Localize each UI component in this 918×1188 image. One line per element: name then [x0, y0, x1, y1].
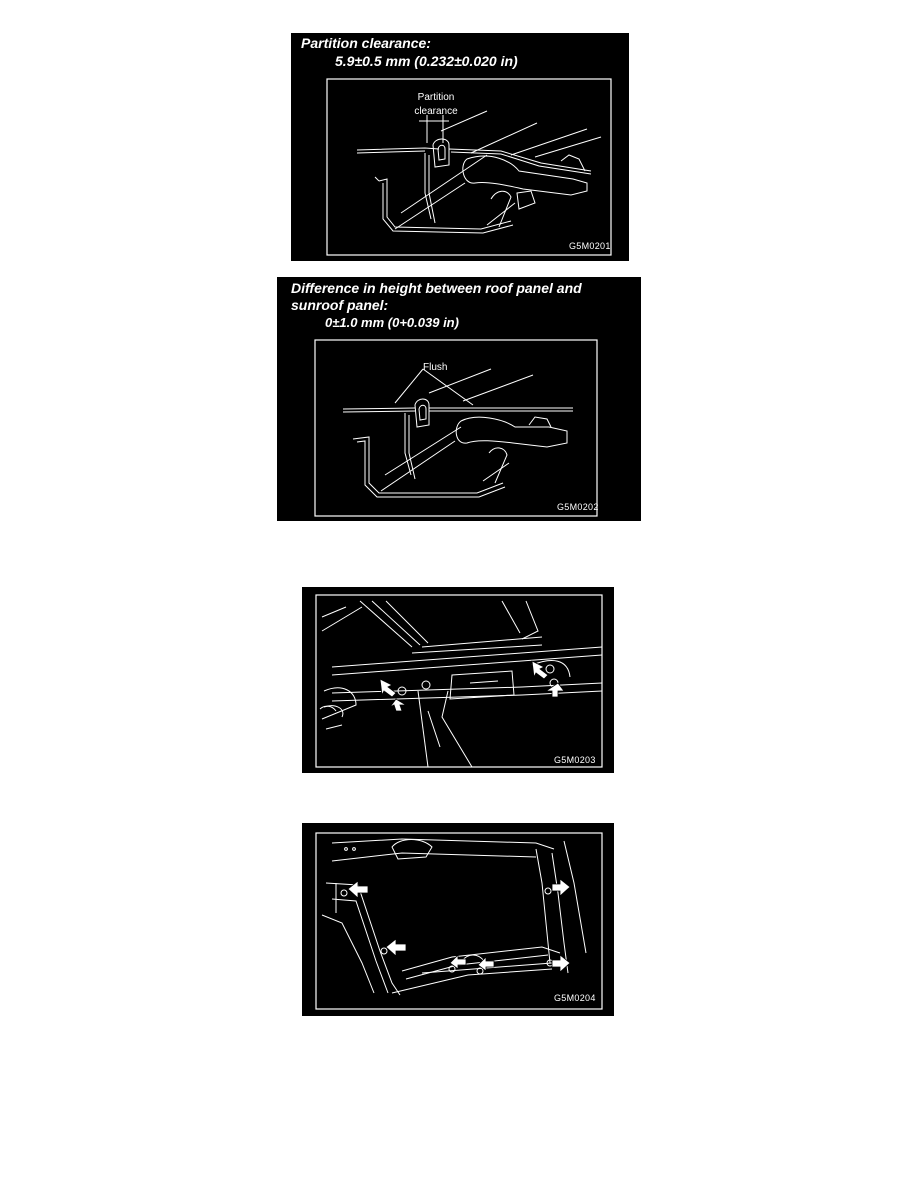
- figure-sunroof-opening-bolts: [302, 823, 614, 1016]
- callout-line-1: Partition: [417, 92, 455, 103]
- figure-title-line-2: sunroof panel:: [291, 297, 389, 313]
- figure-height-difference: [277, 277, 641, 521]
- figure-code: G5M0203: [554, 755, 596, 765]
- figure-spec: 0±1.0 mm (0+0.039 in): [325, 315, 459, 330]
- height-difference-diagram: [277, 277, 641, 521]
- figure-code: G5M0204: [554, 993, 596, 1003]
- partition-clearance-callout: [403, 91, 469, 118]
- figure-title-line-1: Difference in height between roof panel and: [291, 280, 582, 296]
- flush-callout: Flush: [423, 362, 448, 373]
- roof-bolts-diagram: [302, 587, 614, 773]
- callout-line-2: clearance: [414, 105, 458, 117]
- partition-clearance-diagram: [291, 33, 629, 261]
- sunroof-opening-diagram: [302, 823, 614, 1016]
- figure-title: Partition clearance:: [301, 35, 431, 51]
- figure-roof-bolts: [302, 587, 614, 773]
- figure-partition-clearance: [291, 33, 629, 261]
- figure-code: G5M0202: [557, 502, 599, 512]
- figure-code: G5M0201: [569, 241, 611, 251]
- figure-spec: 5.9±0.5 mm (0.232±0.020 in): [335, 53, 518, 69]
